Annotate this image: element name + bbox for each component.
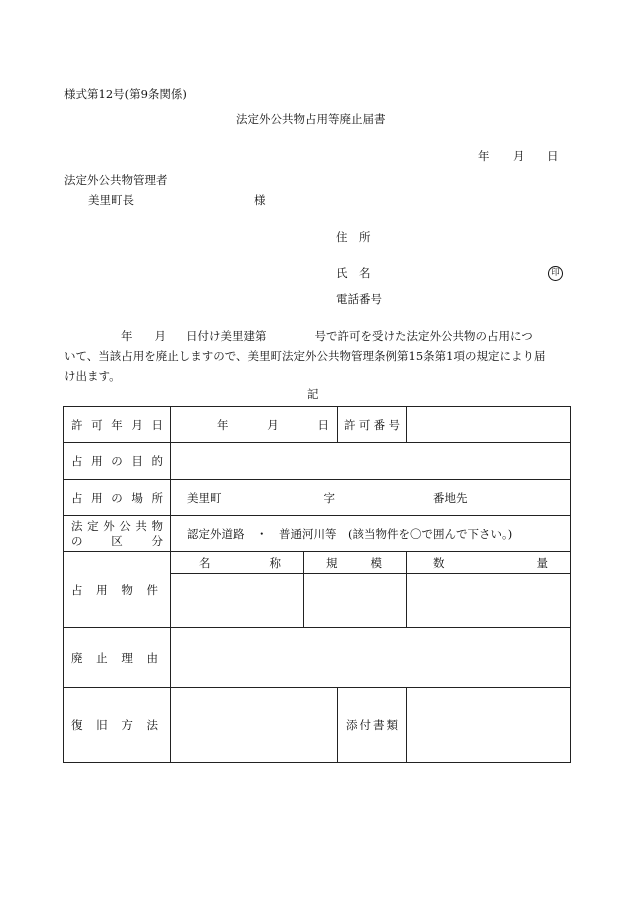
body-date-suffix: 日付け美里建第	[186, 329, 267, 343]
restore-value-cell[interactable]	[171, 688, 338, 763]
attach-value-cell[interactable]	[407, 688, 571, 763]
purpose-row	[64, 443, 571, 480]
category-label-line-1: 法 定 外 公 共 物	[71, 518, 163, 533]
notice-line-3: け出ます。	[64, 369, 121, 383]
category-value-cell[interactable]	[171, 516, 571, 552]
permit-date-day: 日	[317, 417, 329, 432]
restore-label: 復 旧 方 法	[71, 718, 158, 732]
object-scale-cell[interactable]	[304, 574, 407, 628]
notice-line-1	[64, 326, 570, 346]
application-table	[63, 406, 571, 763]
place-label: 占 用 の 場 所	[71, 490, 163, 505]
place-value-cell[interactable]	[171, 480, 571, 516]
category-label-no: の	[71, 533, 83, 548]
place-row	[64, 480, 571, 516]
purpose-value-cell[interactable]	[171, 443, 571, 480]
reason-label: 廃 止 理 由	[71, 650, 158, 665]
permit-date-label: 許 可 年 月 日	[71, 417, 163, 432]
phone-label: 電話番号	[336, 292, 382, 306]
reason-row	[64, 628, 571, 688]
object-label-cell	[64, 552, 171, 628]
category-row	[64, 516, 571, 552]
object-quantity-header: 数 量	[407, 552, 571, 574]
notice-line-2: いて、当該占用を廃止しますので、美里町法定外公共物管理条例第15条第1項の規定により届	[64, 349, 546, 363]
category-label-bun: 分	[151, 533, 163, 548]
attach-label-cell	[338, 688, 407, 763]
name-label: 氏 名	[336, 266, 371, 280]
place-aza: 字	[323, 490, 335, 505]
addressee-honorific: 様	[254, 193, 266, 207]
category-label-line-2	[68, 534, 166, 549]
object-label: 占 用 物 件	[71, 582, 158, 597]
object-quantity-cell[interactable]	[407, 574, 571, 628]
permit-date-cell[interactable]	[171, 407, 338, 443]
category-label-cell	[64, 516, 171, 552]
addressee-name: 美里町長	[88, 193, 134, 207]
attach-label: 添 付 書 類	[346, 718, 398, 732]
body-rest: 号で許可を受けた法定外公共物の占用につ	[314, 329, 533, 343]
place-town: 美里町	[187, 490, 222, 505]
purpose-label-cell	[64, 443, 171, 480]
place-banchi: 番地先	[433, 490, 468, 505]
object-scale-header: 規 模	[304, 552, 407, 574]
permit-no-label-cell	[338, 407, 407, 443]
object-name-cell[interactable]	[171, 574, 304, 628]
seal-mark	[548, 264, 563, 281]
permit-date-year: 年	[217, 417, 229, 432]
restore-row	[64, 688, 571, 763]
purpose-label: 占 用 の 目 的	[71, 454, 163, 468]
place-label-cell	[64, 480, 171, 516]
seal-text: 印	[548, 266, 563, 281]
reason-label-cell	[64, 628, 171, 688]
restore-label-cell	[64, 688, 171, 763]
category-label-ku: 区	[111, 533, 123, 548]
date-month: 月	[513, 149, 525, 163]
category-value: 認定外道路 ・ 普通河川等 (該当物件を〇で囲んで下さい。)	[187, 526, 513, 541]
date-day: 日	[547, 149, 559, 163]
addressee-org: 法定外公共物管理者	[64, 173, 168, 187]
ki-heading: 記	[307, 387, 319, 401]
address-label: 住 所	[336, 230, 371, 244]
notice-body	[64, 326, 570, 386]
body-month: 月	[154, 329, 166, 343]
date-year: 年	[478, 149, 490, 163]
permit-no-label: 許 可 番 号	[344, 417, 400, 432]
permit-date-month: 月	[267, 417, 279, 432]
object-name-header: 名 称	[171, 552, 304, 574]
reason-value-cell[interactable]	[171, 628, 571, 688]
document-title: 法定外公共物占用等廃止届書	[236, 112, 386, 126]
permit-no-cell[interactable]	[407, 407, 571, 443]
permit-row	[64, 407, 571, 443]
body-year: 年	[121, 329, 133, 343]
form-number: 様式第12号(第9条関係)	[64, 87, 187, 101]
permit-date-label-cell	[64, 407, 171, 443]
object-header-row	[64, 552, 571, 574]
